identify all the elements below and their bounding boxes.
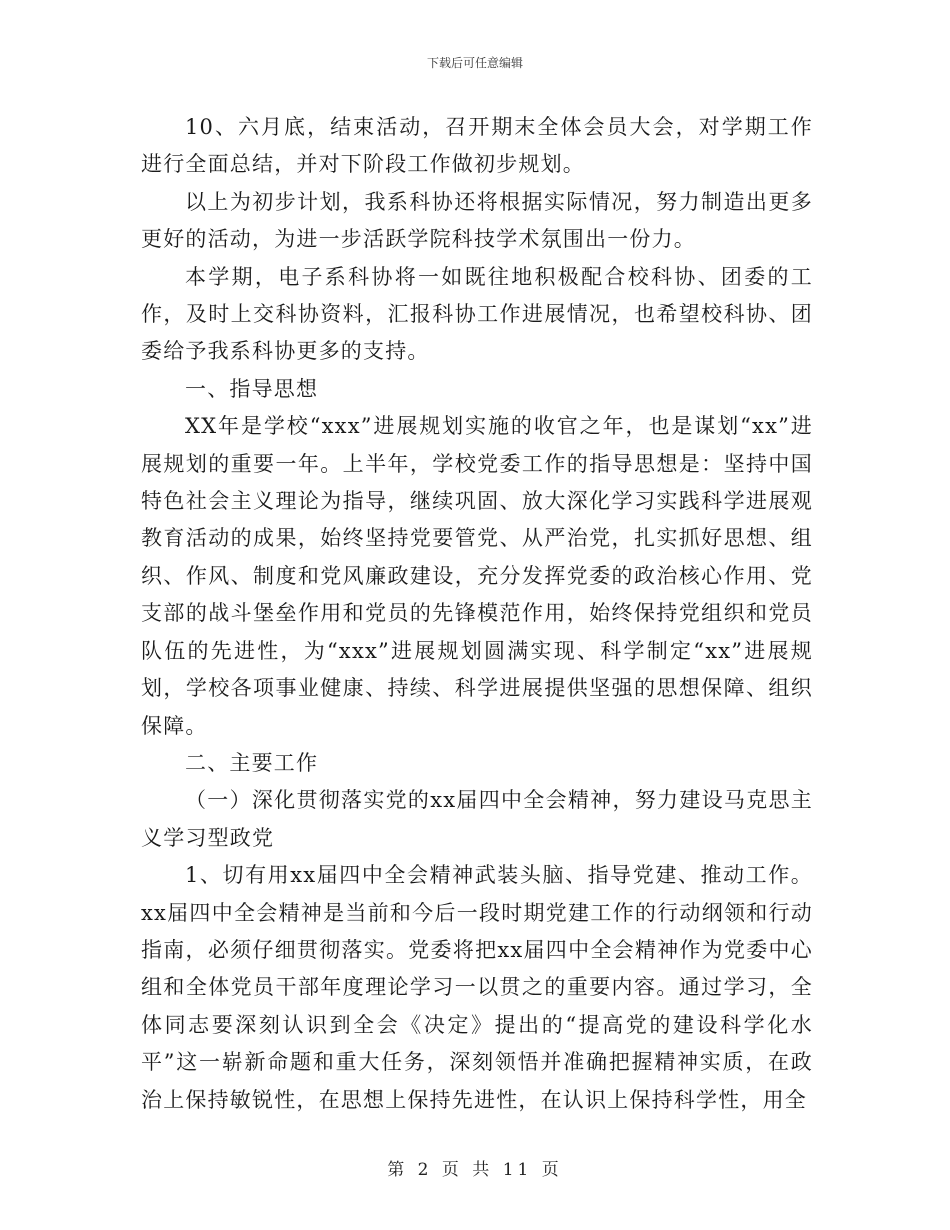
paragraph-4: XX年是学校“xxx”进展规划实施的收官之年，也是谋划“xx”进展规划的重要一年。上半年，学校党委工作的指导思想是：坚持中国特色社会主义理论为指导，继续巩固、放大深化学习实践科学进展观教育活动的成果，始终坚持党要管党、从严治党，扎实抓好思想、组织、作风、制度和党风廉政建设，充分发挥党委的政治核心作用、党支部的战斗堡垒作用和党员的先锋模范作用，始终保持党组织和党员队伍的先进性，为“xxx”进展规划圆满实现、科学制定“xx”进展规划，学校各项事业健康、持续、科学进展提供坚强的思想保障、组织保障。 xyxy=(141,414,813,738)
section-heading-1: 一、指导思想 xyxy=(185,376,319,401)
paragraph-3: 本学期，电子系科协将一如既往地积极配合校科协、团委的工作，及时上交科协资料，汇报科协工作进展情况，也希望校科协、团委给予我系科协更多的支持。 xyxy=(141,264,813,364)
document-body xyxy=(141,109,813,1119)
paragraph-1: 10、六月底，结束活动，召开期末全体会员大会，对学期工作进行全面总结，并对下阶段工作做初步规划。 xyxy=(141,115,813,177)
section-heading-2: 二、主要工作 xyxy=(185,750,319,775)
subsection-heading-1: （一）深化贯彻落实党的xx届四中全会精神，努力建设马克思主义学习型政党 xyxy=(141,788,813,850)
paragraph-5: 1、切有用xx届四中全会精神武装头脑、指导党建、推动工作。xx届四中全会精神是当前和今后一段时期党建工作的行动纲领和行动指南，必须仔细贯彻落实。党委将把xx届四中全会精神作为党委中心组和全体党员干部年度理论学习一以贯之的重要内容。通过学习，全体同志要深刻认识到全会《决定》提出的“提高党的建设科学化水平”这一崭新命题和重大任务，深刻领悟并准确把握精神实质，在政治上保持敏锐性，在思想上保持先进性，在认识上保持科学性，用全 xyxy=(141,863,813,1112)
page-header: 下载后可任意编辑 xyxy=(426,56,523,70)
paragraph-2: 以上为初步计划，我系科协还将根据实际情况，努力制造出更多更好的活动，为进一步活跃学院科技学术氛围出一份力。 xyxy=(141,189,813,252)
page-number-footer: 第 2 页 共 11 页 xyxy=(387,1160,563,1180)
